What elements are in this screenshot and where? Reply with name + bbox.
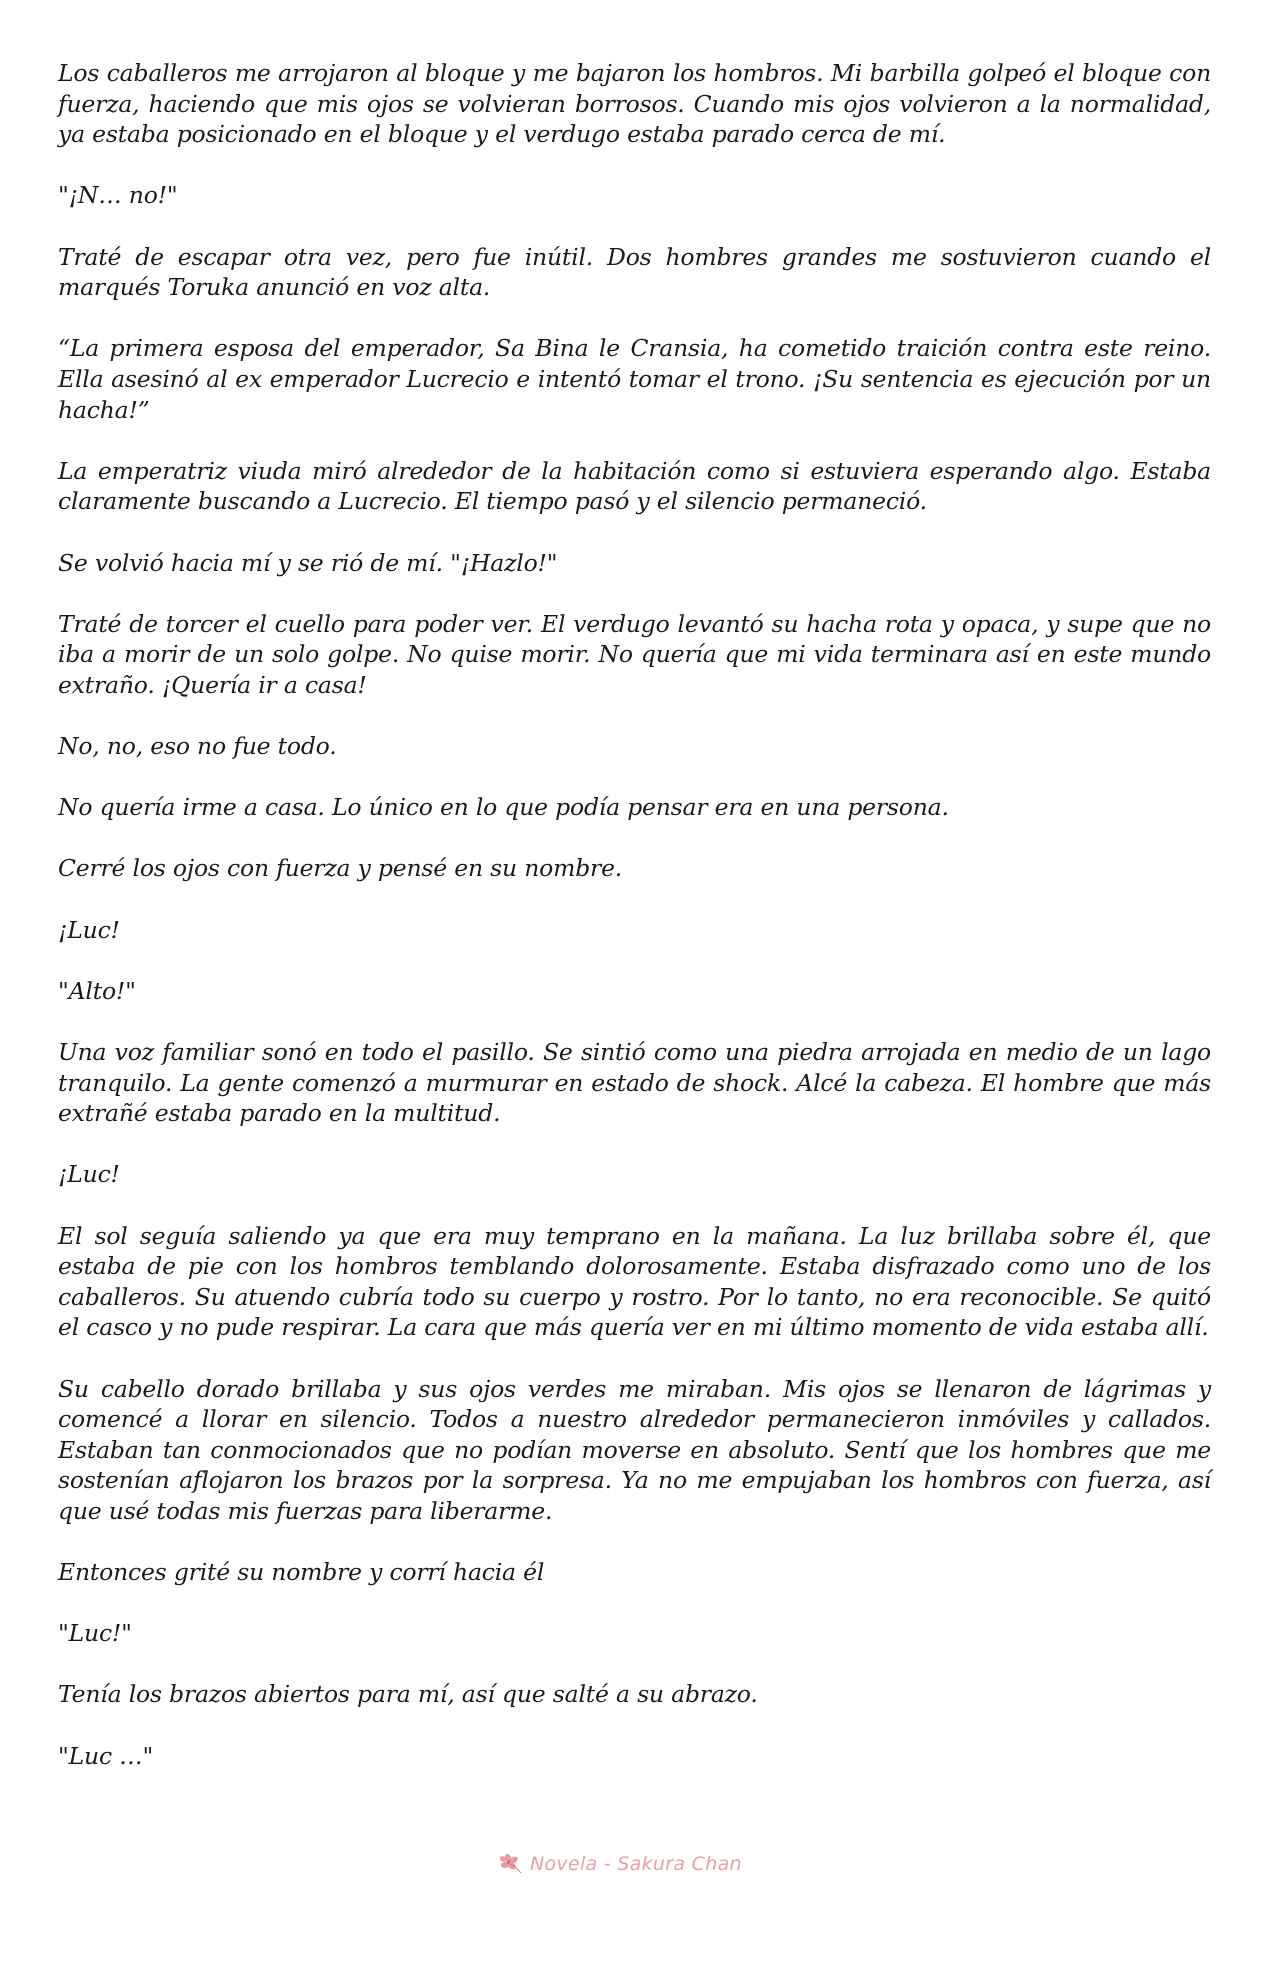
paragraph: ¡Luc! — [58, 1160, 120, 1189]
paragraph: Tenía los brazos abiertos para mí, así que salté a su abrazo. — [58, 1680, 758, 1709]
paragraph: "¡N… no!" — [58, 181, 178, 210]
paragraph: Su cabello dorado brillaba y sus ojos verdes me miraban. Mis ojos se llenaron de lágrimas y comencé a llorar en silencio. Todos a nuestro alrededor permanecieron inmóviles y callados. Estaban tan conmocionados que no podían moverse en absoluto. Sentí que los hombres que me sostenían aflojaron los brazos por la sorpresa. Ya no me empujaban los hombros con fuerza, así que usé todas mis fuerzas para liberarme. — [58, 1374, 1211, 1525]
paragraph: El sol seguía saliendo ya que era muy temprano en la mañana. La luz brillaba sobre él, que estaba de pie con los hombros temblando dolorosamente. Estaba disfrazado como uno de los caballeros. Su atuendo cubría todo su cuerpo y rostro. Por lo tanto, no era reconocible. Se quitó el casco y no pude respirar. La cara que más quería ver en mi último momento de vida estaba allí. — [58, 1221, 1211, 1342]
paragraph: Los caballeros me arrojaron al bloque y me bajaron los hombros. Mi barbilla golpeó el bloque con fuerza, haciendo que mis ojos se volvieran borrosos. Cuando mis ojos volvieron a la normalidad, ya estaba posicionado en el bloque y el verdugo estaba parado cerca de mí. — [58, 59, 1211, 149]
paragraph: Cerré los ojos con fuerza y pensé en su nombre. — [58, 854, 623, 883]
paragraph: ¡Luc! — [58, 915, 120, 944]
paragraph: No, no, eso no fue todo. — [58, 732, 337, 761]
paragraph: Traté de torcer el cuello para poder ver. El verdugo levantó su hacha rota y opaca, y supe que no iba a morir de un solo golpe. No quise morir. No quería que mi vida terminara así en este mundo extraño. ¡Quería ir a casa! — [58, 609, 1211, 699]
watermark — [500, 1853, 742, 1875]
paragraph: Se volvió hacia mí y se rió de mí. "¡Hazlo!" — [58, 548, 558, 577]
paragraph: "Luc …" — [58, 1741, 154, 1770]
paragraph: La emperatriz viuda miró alrededor de la habitación como si estuviera esperando algo. Estaba claramente buscando a Lucrecio. El tiempo pasó y el silencio permaneció. — [58, 456, 1211, 516]
paragraph: No quería irme a casa. Lo único en lo que podía pensar era en una persona. — [58, 793, 949, 822]
sakura-flower-icon — [500, 1853, 524, 1875]
paragraph: "Alto!" — [58, 976, 136, 1005]
document-page — [58, 58, 1211, 1802]
paragraph: Entonces grité su nombre y corrí hacia él — [58, 1558, 545, 1587]
paragraph: Traté de escapar otra vez, pero fue inútil. Dos hombres grandes me sostuvieron cuando el marqués Toruka anunció en voz alta. — [58, 242, 1211, 302]
paragraph: "Luc!" — [58, 1619, 132, 1648]
paragraph: Una voz familiar sonó en todo el pasillo. Se sintió como una piedra arrojada en medio de un lago tranquilo. La gente comenzó a murmurar en estado de shock. Alcé la cabeza. El hombre que más extrañé estaba parado en la multitud. — [58, 1038, 1211, 1128]
paragraph: “La primera esposa del emperador, Sa Bina le Cransia, ha cometido traición contra este reino. Ella asesinó al ex emperador Lucrecio e intentó tomar el trono. ¡Su sentencia es ejecución por un hacha!” — [58, 334, 1211, 424]
watermark-text: Novela - Sakura Chan — [530, 1853, 742, 1875]
